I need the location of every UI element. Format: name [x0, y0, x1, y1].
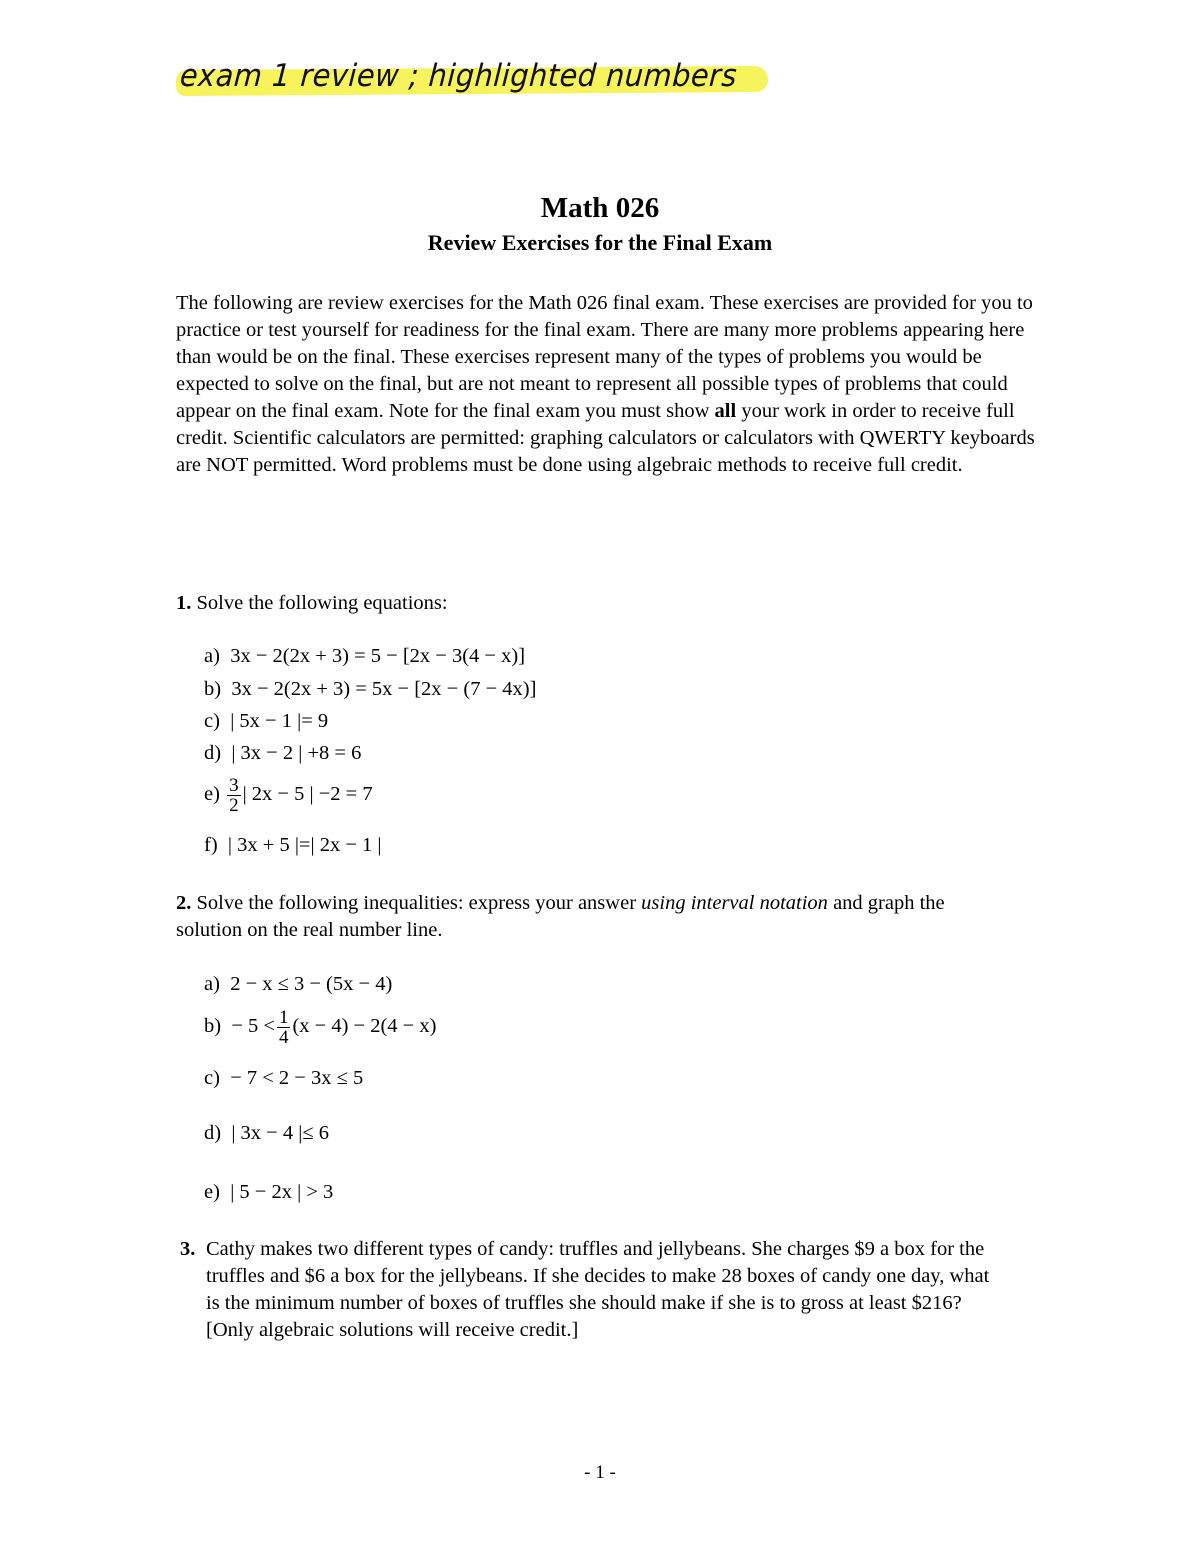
item-label: e): [204, 1181, 220, 1203]
item-expression: | 3x − 4 |≤ 6: [231, 1122, 329, 1144]
item-label: a): [204, 645, 220, 667]
item-expression: | 5 − 2x | > 3: [230, 1181, 334, 1203]
item-label: d): [204, 742, 222, 764]
inequality-item: [204, 1179, 333, 1206]
item-expression: | 5x − 1 |= 9: [230, 710, 329, 732]
item-label: e): [204, 783, 220, 806]
question-number: 2.: [176, 892, 192, 914]
equation-item: [204, 740, 361, 767]
question-text: Solve the following equations:: [191, 592, 448, 614]
fraction-numerator: 1: [278, 1007, 289, 1028]
item-expression-prefix: − 5 <: [231, 1015, 275, 1038]
inequality-item: [204, 971, 392, 998]
question-number: 3.: [180, 1238, 196, 1260]
fraction: [277, 1008, 291, 1047]
item-label: b): [204, 1015, 222, 1038]
equation-item: [204, 832, 382, 859]
question-text: Solve the following inequalities: express your answer: [191, 892, 642, 914]
fraction-denominator: 2: [229, 795, 239, 816]
handwritten-highlighted-note: [176, 58, 768, 102]
intro-paragraph: [176, 290, 1036, 479]
equation-item: [204, 776, 373, 815]
item-label: c): [204, 710, 220, 732]
item-label: f): [204, 834, 218, 856]
equation-item: [204, 676, 536, 703]
fraction-numerator: 3: [229, 775, 239, 796]
fraction-denominator: 4: [278, 1027, 289, 1048]
item-label: c): [204, 1067, 220, 1089]
inequality-item: [204, 1065, 363, 1092]
question-text-end: and graph the solution on the real number line.: [176, 892, 945, 941]
item-expression: 2 − x ≤ 3 − (5x − 4): [230, 973, 393, 995]
equation-item: [204, 708, 328, 735]
item-expression: | 3x + 5 |=| 2x − 1 |: [227, 834, 382, 856]
question-text: Cathy makes two different types of candy: truffles and jellybeans. She charges $9 a box for the truffles and $6 a box for the jellybeans. If she decides to make 28 boxes of candy one day, what is the minimum number of boxes of truffles she should make if she is to gross at least $216? [Only algebraic solutions will receive credit.]: [206, 1238, 990, 1341]
question-2-prompt: [176, 890, 1006, 944]
item-expression: 3x − 2(2x + 3) = 5 − [2x − 3(4 − x)]: [230, 645, 526, 667]
equation-item: [204, 643, 525, 670]
handwritten-note-text: exam 1 review ; highlighted numbers: [178, 58, 739, 94]
intro-bold-word: all: [714, 400, 737, 422]
item-expression: − 7 < 2 − 3x ≤ 5: [230, 1067, 364, 1089]
intro-text-start: The following are review exercises for the Math 026 final exam. These exercises are provided for you to practice or test yourself for readiness for the final exam. There are many more problems appearing here than would be on the final. These exercises represent many of the types of problems you would be expected to solve on the final, but are not meant to represent all possible types of problems that could appear on the final exam. Note for the final exam you must show: [176, 292, 1033, 422]
page-number: - 1 -: [584, 1462, 616, 1483]
intro-text-end: your work in order to receive full credit. Scientific calculators are permitted: graphing calculators or calculators with QWERTY keyboards are NOT permitted. Word problems must be done using algebraic methods to receive full credit.: [176, 400, 1035, 476]
question-number: 1.: [176, 592, 192, 614]
fraction: [227, 776, 241, 815]
item-label: a): [204, 973, 220, 995]
item-label: d): [204, 1122, 222, 1144]
item-expression: (x − 4) − 2(4 − x): [292, 1015, 437, 1038]
question-1-prompt: [176, 590, 448, 617]
question-emphasis: using interval notation: [641, 892, 828, 914]
page-subtitle: Review Exercises for the Final Exam: [427, 230, 773, 255]
item-label: b): [204, 678, 222, 700]
item-expression: | 3x − 2 | +8 = 6: [231, 742, 362, 764]
item-expression: | 2x − 5 | −2 = 7: [242, 783, 373, 806]
page-title: Math 026: [540, 192, 660, 224]
inequality-item: [204, 1120, 329, 1147]
item-expression: 3x − 2(2x + 3) = 5x − [2x − (7 − 4x)]: [231, 678, 537, 700]
inequality-item: [204, 1008, 436, 1047]
